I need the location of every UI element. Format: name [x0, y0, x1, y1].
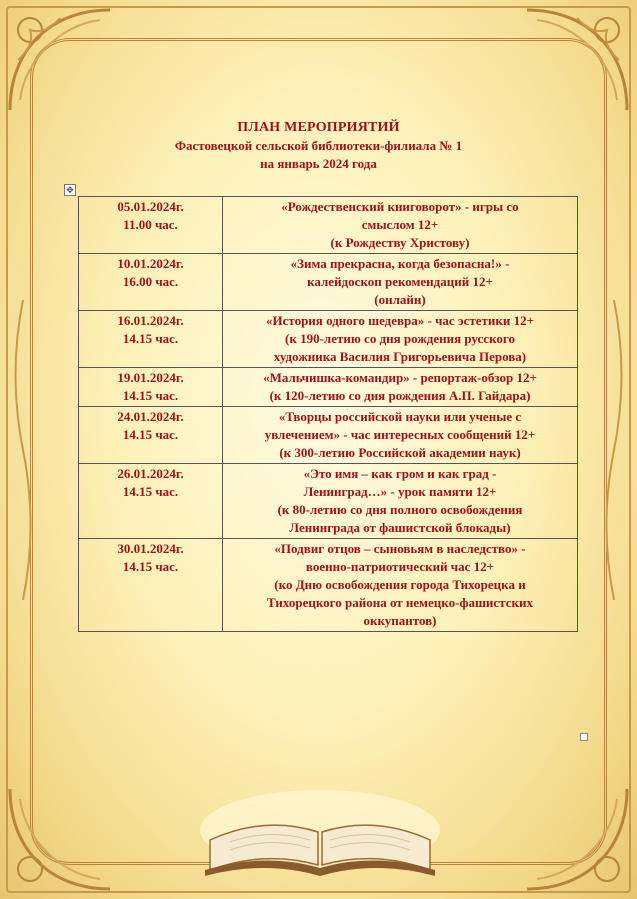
event-description-line: увлечением» - час интересных сообщений 12+ [264, 427, 536, 442]
library-name: Фастовецкой сельской библиотеки-филиала № 1 [174, 138, 463, 153]
event-time: 14.15 час. [122, 559, 179, 574]
side-ornament-icon [599, 300, 629, 600]
event-row [79, 539, 578, 632]
event-date: 26.01.2024г. [117, 466, 184, 481]
event-date: 16.01.2024г. [117, 313, 184, 328]
event-description-line: (к Рождеству Христову) [330, 235, 470, 250]
event-description-line: художника Василия Григорьевича Перова) [273, 349, 527, 364]
page-header [0, 120, 637, 172]
corner-ornament-icon [0, 779, 120, 899]
event-description-line: (к 190-летию со дня рождения русского [285, 331, 515, 346]
event-description-line: (онлайн) [374, 292, 426, 307]
event-row [79, 311, 578, 368]
corner-ornament-icon [517, 779, 637, 899]
event-time: 14.15 час. [122, 427, 179, 442]
event-date: 19.01.2024г. [117, 370, 184, 385]
event-date: 30.01.2024г. [117, 541, 184, 556]
event-date: 10.01.2024г. [117, 256, 184, 271]
period: на январь 2024 года [260, 156, 377, 171]
event-row [79, 197, 578, 254]
event-description-line: (к 300-летию Российской академии наук) [279, 445, 521, 460]
event-row [79, 407, 578, 464]
event-description-line: «Творцы российской науки или ученые с [278, 409, 522, 424]
events-table [78, 196, 578, 632]
event-date-cell [79, 368, 223, 407]
event-date-cell [79, 254, 223, 311]
event-description-line: военно-патриотический час 12+ [305, 559, 495, 574]
event-description-cell [223, 407, 578, 464]
event-row [79, 464, 578, 539]
event-date-cell [79, 311, 223, 368]
event-description-line: «Рождественский книговорот» - игры со [281, 199, 519, 214]
event-date-cell [79, 539, 223, 632]
page-title: ПЛАН МЕРОПРИЯТИЙ [237, 120, 400, 135]
event-description-cell [223, 311, 578, 368]
event-description-line: калейдоскоп рекомендаций 12+ [307, 274, 493, 289]
event-row [79, 368, 578, 407]
event-description-line: «Зима прекрасна, когда безопасна!» - [290, 256, 510, 271]
open-book-icon [190, 770, 450, 880]
event-description-line: (ко Дню освобождения города Тихорецка и [274, 577, 526, 592]
corner-ornament-icon [0, 0, 120, 120]
move-icon[interactable]: ✥ [64, 184, 76, 196]
event-description-line: (к 120-летию со дня рождения А.П. Гайдара) [269, 388, 531, 403]
event-description-line: «Это имя – как гром и как град - [303, 466, 497, 481]
event-date-cell [79, 197, 223, 254]
event-time: 14.15 час. [122, 388, 179, 403]
event-description-cell [223, 464, 578, 539]
event-time: 14.15 час. [122, 484, 179, 499]
event-description-cell [223, 368, 578, 407]
side-ornament-icon [8, 300, 38, 600]
event-description-line: Ленинград…» - урок памяти 12+ [303, 484, 497, 499]
event-description-cell [223, 539, 578, 632]
event-description-line: «История одного шедевра» - час эстетики 12+ [265, 313, 535, 328]
event-time: 16.00 час. [122, 274, 179, 289]
event-time: 11.00 час. [123, 217, 178, 232]
event-description-cell [223, 197, 578, 254]
event-description-line: «Мальчишка-командир» - репортаж-обзор 12+ [263, 370, 537, 385]
event-time: 14.15 час. [122, 331, 179, 346]
event-date: 24.01.2024г. [117, 409, 184, 424]
event-description-line: Ленинграда от фашистской блокады) [289, 520, 511, 535]
event-description-line: Тихорецкого района от немецко-фашистских [267, 595, 533, 610]
resize-icon[interactable] [580, 733, 588, 741]
event-row [79, 254, 578, 311]
corner-ornament-icon [517, 0, 637, 120]
event-description-line: смыслом 12+ [361, 217, 439, 232]
event-description-cell [223, 254, 578, 311]
event-description-line: «Подвиг отцов – сыновьям в наследство» - [274, 541, 526, 556]
event-date-cell [79, 464, 223, 539]
event-date: 05.01.2024г. [117, 199, 184, 214]
event-description-line: (к 80-летию со дня полного освобождения [277, 502, 523, 517]
event-description-line: оккупантов) [363, 613, 437, 628]
event-date-cell [79, 407, 223, 464]
